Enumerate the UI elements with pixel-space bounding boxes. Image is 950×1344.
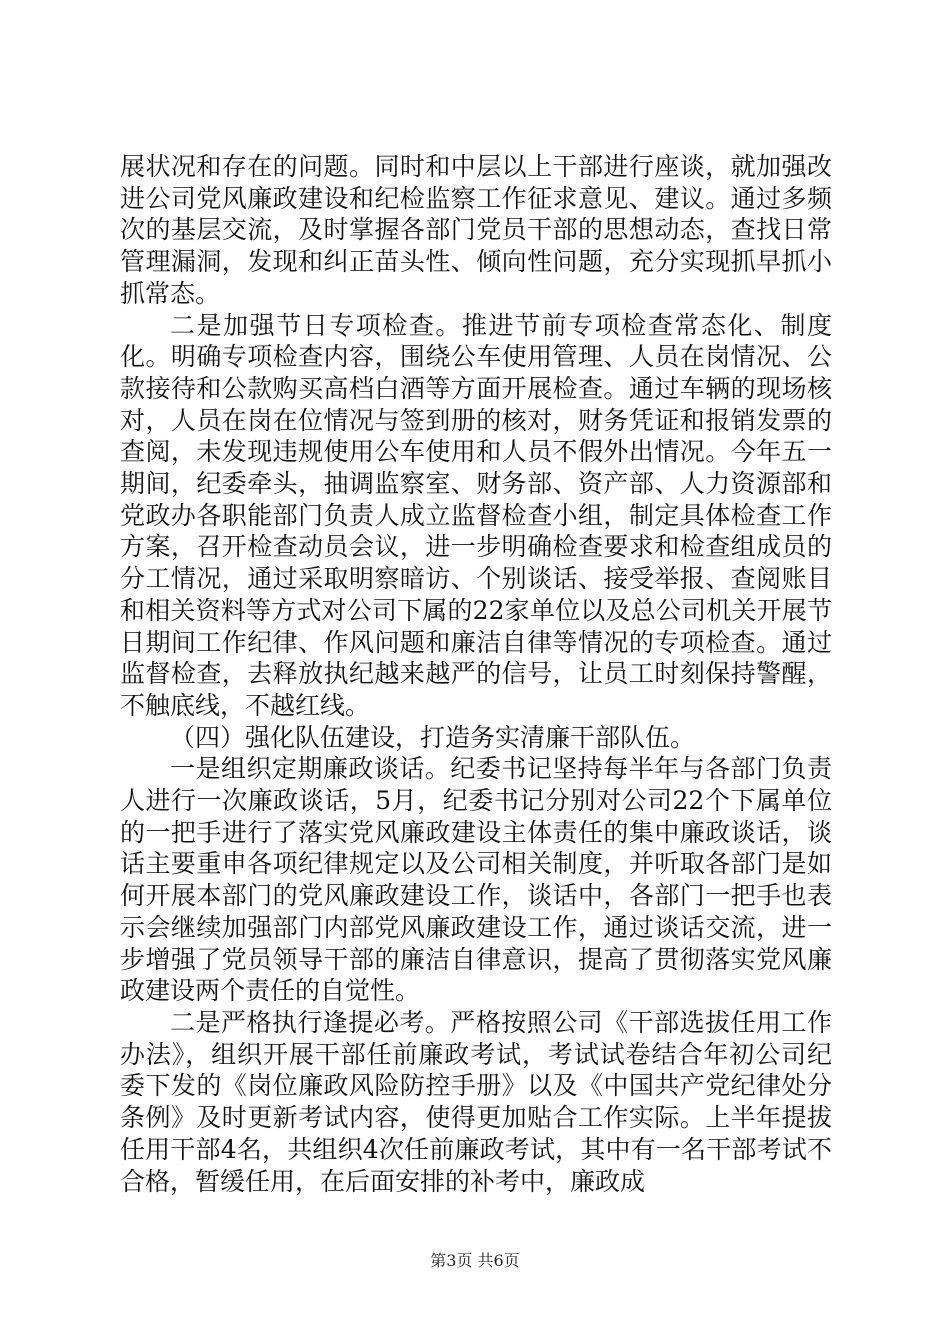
page-number-footer: 第3页 共6页	[430, 1251, 520, 1270]
paragraph-continuation: 展状况和存在的问题。同时和中层以上干部进行座谈，就加强改进公司党风廉政建设和纪检监察工作征求意见、建议。通过多频次的基层交流，及时掌握各部门党员干部的思想动态，查找日常管理漏洞，发现和纠正苗头性、倾向性问题，充分实现抓早抓小抓常态。	[120, 152, 832, 308]
section-heading-team-building: （四）强化队伍建设，打造务实清廉干部队伍。	[170, 722, 696, 752]
body-text	[120, 151, 832, 1197]
paragraph-holiday-inspection: 二是加强节日专项检查。推进节前专项检查常态化、制度化。明确专项检查内容，围绕公车使用管理、人员在岗情况、公款接待和公款购买高档白酒等方面开展检查。通过车辆的现场核对，人员在岗在位情况与签到册的核对，财务凭证和报销发票的查阅，未发现违规使用公车使用和人员不假外出情况。今年五一期间，纪委牵头，抽调监察室、财务部、资产部、人力资源部和党政办各职能部门负责人成立监督检查小组，制定具体检查工作方案，召开检查动员会议，进一步明确检查要求和检查组成员的分工情况，通过采取明察暗访、个别谈话、接受举报、查阅账目和相关资料等方式对公司下属的22家单位以及总公司机关开展节日期间工作纪律、作风问题和廉洁自律等情况的专项检查。通过监督检查，去释放执纪越来越严的信号，让员工时刻保持警醒，不触底线，不越红线。	[120, 310, 832, 720]
paragraph-integrity-talks: 一是组织定期廉政谈话。纪委书记坚持每半年与各部门负责人进行一次廉政谈话，5月，纪委书记分别对公司22个下属单位的一把手进行了落实党风廉政建设主体责任的集中廉政谈话，谈话主要重申各项纪律规定以及公司相关制度，并听取各部门是如何开展本部门的党风廉政建设工作，谈话中，各部门一把手也表示会继续加强部门内部党风廉政建设工作，通过谈话交流，进一步增强了党员领导干部的廉洁自律意识，提高了贯彻落实党风廉政建设两个责任的自觉性。	[120, 754, 832, 1006]
paragraph-promotion-exam: 二是严格执行逢提必考。严格按照公司《干部选拔任用工作办法》，组织开展干部任前廉政考试，考试试卷结合年初公司纪委下发的《岗位廉政风险防控手册》以及《中国共产党纪律处分条例》及时更新考试内容，使得更加贴合工作实际。上半年提拔任用干部4名，共组织4次任前廉政考试，其中有一名干部考试不合格，暂缓任用，在后面安排的补考中，廉政成	[120, 1007, 832, 1196]
